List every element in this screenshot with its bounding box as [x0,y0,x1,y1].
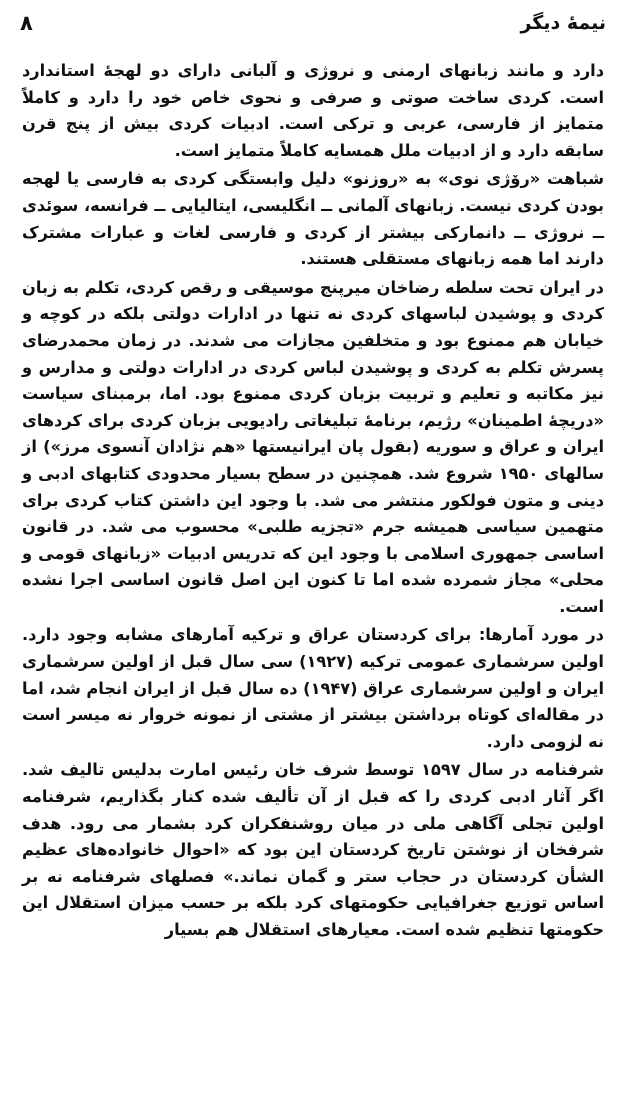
paragraph-text: در مورد آمارها: برای کردستان عراق و ترکیه آمارهای مشابه وجود دارد. اولین سرشماری عمومی ترکیه (۱۹۲۷) سی سال قبل از اولین سرشماری ایران و اولین سرشماری عراق (۱۹۴۷) ده سال قبل از ایران انجام شد، اما در مقاله‌ای کوتاه برداشتن بیشتر از مشتی از نمونه خروار نه میسر است نه لزومی دارد. [22,625,604,751]
paragraph-text: شباهت «رۆژی نوی» به «روزنو» دلیل وابستگی کردی به فارسی یا لهجه بودن کردی نیست. زبانهای آلمانی ــ انگلیسی، ایتالیایی ــ فرانسه، سوئدی ــ نروژی ــ دانمارکی بیشتر از کردی و فارسی لغات و عبارات مشترک دارند اما همه زبانهای مستقلی هستند. [22,169,604,269]
paragraph-text: دارد و مانند زبانهای ارمنی و نروژی و آلبانی دارای دو لهجهٔ استاندارد است. کردی ساخت صوتی و صرفی و نحوی خاص خود را دارد و کاملاً متمایز از فارسی، عربی و ترکی است. ادبیات کردی بیش از پنج قرن سابقه دارد و از ادبیات ملل همسایه کاملاً متمایز است. [22,61,604,160]
paragraph-4 [22,622,604,755]
body-text [22,58,604,946]
page-number: ۸ [20,11,33,35]
paragraph-1 [22,58,604,164]
page-header [20,6,606,40]
paragraph-5 [22,757,604,943]
paragraph-text: در ایران تحت سلطه رضاخان میرپنج موسیقی و رقص کردی، تکلم به زبان کردی و پوشیدن لباسهای کردی نه تنها در ادارات دولتی بلکه در کوچه و خیابان هم ممنوع بود و متخلفین مجازات می شدند. در زمان محمدرضای پسرش تکلم به کردی و پوشیدن لباس کردی در ادارات دولتی و مدارس و نیز مکاتبه و تعلیم و تربیت بزبان کردی ممنوع بود. اما، برمبنای سیاست «دریچهٔ اطمینان» رژیم، برنامهٔ تبلیغاتی رادیویی بزبان کردی برای کردهای ایران و عراق و سوریه (بقول پان ایرانیستها «هم نژادان آنسوی مرز») از سالهای ۱۹۵۰ شروع شد. همچنین در سطح بسیار محدودی کتابهای ادبی و دینی و متون فولکور منتشر می شد. با وجود این داشتن کتاب کردی برای متهمین سیاسی همیشه جرم «تجزیه طلبی» محسوب می شد. در قانون اساسی جمهوری اسلامی با وجود این که تدریس ادبیات «زبانهای قومی و محلی» مجاز شمرده شده اما تا کنون این اصل قانون اساسی اجرا نشده است. [22,277,604,616]
paragraph-lead-term: شرفنامه [534,760,604,780]
paragraph-text: در سال ۱۵۹۷ توسط شرف خان رئیس امارت بدلیس تالیف شد. اگر آثار ادبی کردی را که قبل از آن تألیف شده کنار بگذاریم، شرفنامه اولین تجلی آگاهی ملی در میان روشنفکران کرد بشمار می رود. هدف شرفخان از نوشتن تاریخ کردستان این بود که «احوال خانواده‌های عظیم الشأن کردستان در حجاب ستر و گمان نماند.» فصلهای شرفنامه نه بر اساس توزیع جغرافیایی حکومتهای کرد بلکه بر حسب میزان استقلال این حکومتها تنظیم شده است. معیارهای استقلال هم بسیار [22,760,604,939]
running-title: نیمهٔ دیگر [520,12,606,34]
paragraph-3 [22,275,604,621]
paragraph-2 [22,166,604,272]
